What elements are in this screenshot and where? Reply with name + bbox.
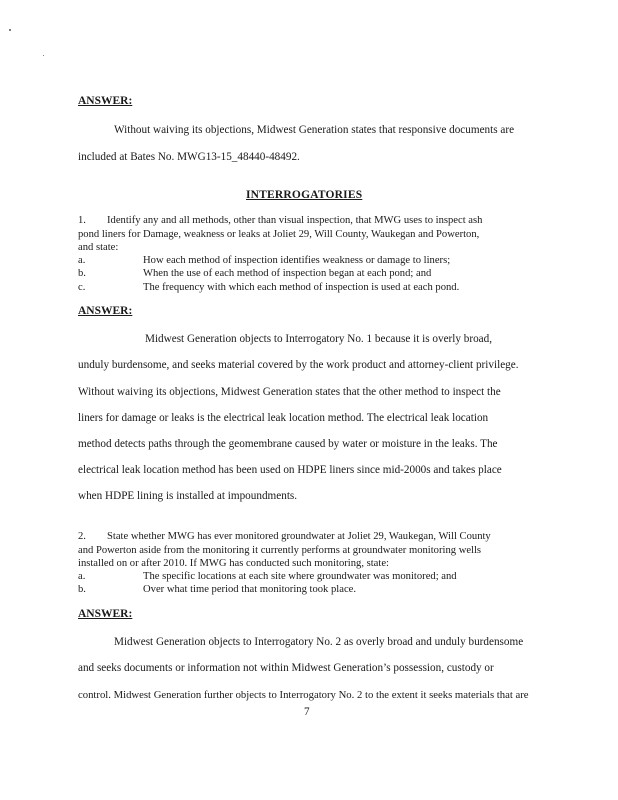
interrogatory-number: 1.	[78, 215, 86, 226]
answer-text-line: Midwest Generation objects to Interrogatory No. 1 because it is overly broad,	[145, 333, 493, 345]
interrogatory-text-line: Identify any and all methods, other than visual inspection, that MWG uses to inspect ash	[107, 215, 483, 226]
interrogatory-text-line: installed on or after 2010. If MWG has conducted such monitoring, state:	[78, 558, 389, 569]
scan-speck	[43, 55, 44, 56]
interrogatory-text-line: and Powerton aside from the monitoring it currently performs at groundwater monitoring wells	[78, 545, 482, 556]
list-item-letter: b.	[78, 584, 86, 595]
interrogatory-number: 2.	[78, 531, 86, 542]
answer-text-line: method detects paths through the geomembrane caused by water or moisture in the leaks. The	[78, 438, 498, 450]
answer-text-line: Without waiving its objections, Midwest Generation states that the other method to inspect the	[78, 386, 501, 398]
answer-heading: ANSWER:	[78, 305, 133, 317]
list-item-letter: a.	[78, 571, 86, 582]
interrogatory-text-line: State whether MWG has ever monitored groundwater at Joliet 29, Waukegan, Will County	[107, 531, 491, 542]
answer-text-line: when HDPE lining is installed at impoundments.	[78, 490, 298, 502]
answer-text-line: included at Bates No. MWG13-15_48440-48492.	[78, 151, 300, 163]
answer-heading: ANSWER:	[78, 608, 133, 620]
list-item-text: When the use of each method of inspection began at each pond; and	[143, 268, 432, 279]
answer-text-line: and seeks documents or information not within Midwest Generation’s possession, custody or	[78, 662, 494, 674]
page-number: 7	[304, 706, 310, 718]
list-item-text: The specific locations at each site where groundwater was monitored; and	[143, 571, 457, 582]
list-item-letter: b.	[78, 268, 86, 279]
list-item-text: Over what time period that monitoring took place.	[143, 584, 356, 595]
scan-speck	[9, 29, 11, 31]
list-item-letter: c.	[78, 282, 86, 293]
list-item-text: How each method of inspection identifies weakness or damage to liners;	[143, 255, 451, 266]
answer-text-line: control. Midwest Generation further objects to Interrogatory No. 2 to the extent it seeks materials that are	[78, 689, 529, 701]
answer-text-line: Without waiving its objections, Midwest Generation states that responsive documents are	[114, 124, 515, 136]
answer-text-line: liners for damage or leaks is the electrical leak location method. The electrical leak location	[78, 412, 489, 424]
answer-text-line: electrical leak location method has been used on HDPE liners since mid-2000s and takes place	[78, 464, 502, 476]
interrogatory-text-line: and state:	[78, 242, 119, 253]
list-item-text: The frequency with which each method of inspection is used at each pond.	[143, 282, 460, 293]
interrogatory-text-line: pond liners for Damage, weakness or leaks at Joliet 29, Will County, Waukegan and Powerton,	[78, 229, 480, 240]
answer-text-line: Midwest Generation objects to Interrogatory No. 2 as overly broad and unduly burdensome	[114, 636, 524, 648]
answer-heading: ANSWER:	[78, 95, 133, 107]
list-item-letter: a.	[78, 255, 86, 266]
section-title: INTERROGATORIES	[246, 189, 363, 201]
answer-text-line: unduly burdensome, and seeks material covered by the work product and attorney-client privilege.	[78, 359, 519, 371]
